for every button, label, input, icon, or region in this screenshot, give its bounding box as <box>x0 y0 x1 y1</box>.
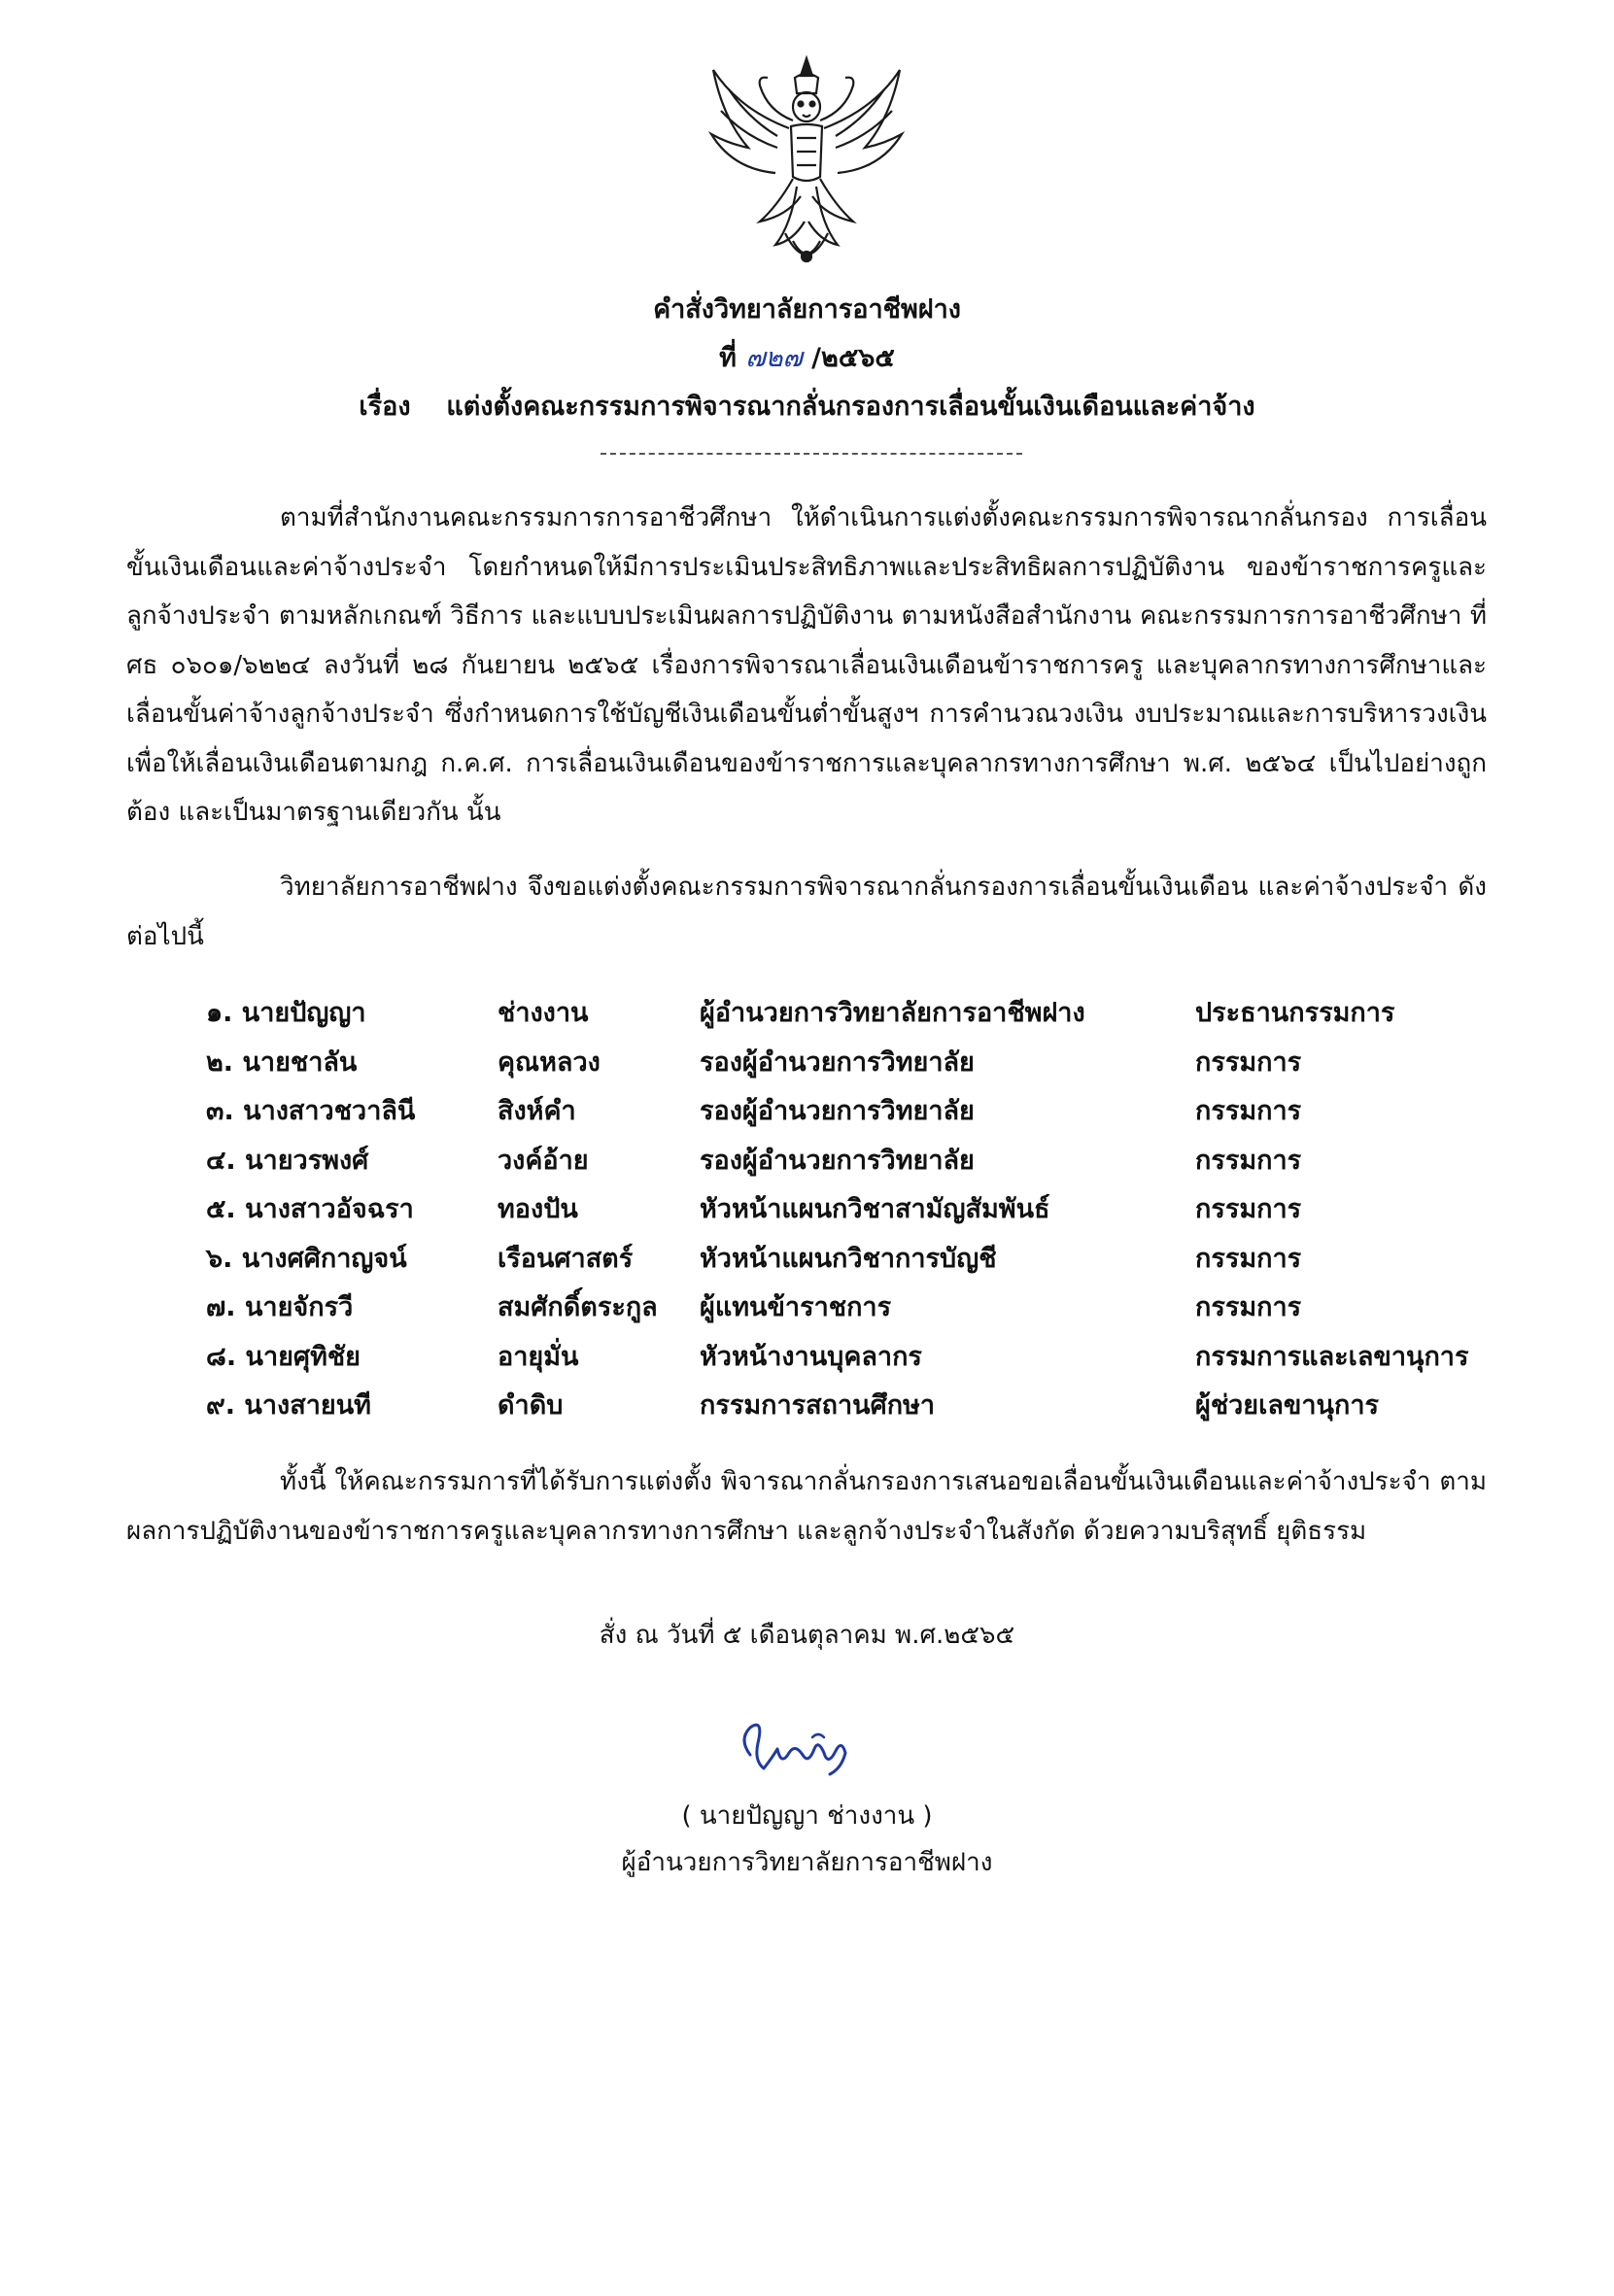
member-position: รองผู้อำนวยการวิทยาลัย <box>700 1096 975 1126</box>
order-number-handwritten: ๗๒๗ <box>745 343 803 373</box>
handwritten-signature <box>729 1710 865 1788</box>
member-surname: สิงห์คำ <box>498 1096 576 1126</box>
garuda-emblem-icon <box>700 51 913 279</box>
body-paragraph-3: ทั้งนี้ ให้คณะกรรมการที่ได้รับการแต่งตั้ง พิจารณากลั่นกรองการเสนอขอเลื่อนขั้นเงินเดือนและค่าจ้างประจำ ตามผลการปฏิบัติงานของข้าราชการครูและบุคลากรทางการศึกษา และลูกจ้างประจำในสังกัด ด้วยความบริสุทธิ์ ยุติธรรม <box>126 1467 1487 1546</box>
order-subject-label: เรื่อง <box>359 392 411 422</box>
member-role: กรรมการ <box>1195 1194 1302 1224</box>
member-surname: วงค์อ้าย <box>498 1145 589 1176</box>
member-row <box>206 989 1489 1039</box>
member-role: กรรมการ <box>1195 1292 1302 1322</box>
member-surname: อายุมั่น <box>498 1341 579 1372</box>
member-name: ๓. นางสาวชวาลินี <box>206 1096 416 1126</box>
member-surname: สมศักดิ์ตระกูล <box>498 1292 658 1322</box>
member-row <box>206 1235 1489 1285</box>
member-name: ๗. นายจักรวี <box>206 1292 354 1322</box>
member-name: ๖. นางศศิกาญจน์ <box>206 1243 407 1274</box>
member-row <box>206 1333 1489 1383</box>
member-name: ๙. นางสายนที <box>206 1390 371 1421</box>
member-role: กรรมการ <box>1195 1096 1302 1126</box>
signer-title: ผู้อำนวยการวิทยาลัยการอาชีพฝาง <box>621 1848 993 1877</box>
member-name: ๕. นางสาวอัจฉรา <box>206 1194 414 1224</box>
member-surname: เรือนศาสตร์ <box>498 1243 634 1274</box>
order-subject <box>0 385 1614 427</box>
member-surname: ดำดิบ <box>498 1390 564 1421</box>
order-number-year: /๒๕๖๕ <box>811 343 895 373</box>
member-row <box>206 1087 1489 1137</box>
member-position: หัวหน้างานบุคลากร <box>700 1341 922 1372</box>
body-paragraph-2: วิทยาลัยการอาชีพฝาง จึงขอแต่งตั้งคณะกรรมการพิจารณากลั่นกรองการเลื่อนขั้นเงินเดือน และค่าจ้างประจำ ดังต่อไปนี้ <box>126 873 1487 951</box>
signer-name: ( นายปัญญา ช่างงาน ) <box>681 1801 933 1831</box>
member-role: กรรมการ <box>1195 1046 1302 1078</box>
order-title: คำสั่งวิทยาลัยการอาชีพฝาง <box>653 294 961 325</box>
member-position: หัวหน้าแผนกวิชาสามัญสัมพันธ์ <box>700 1194 1050 1224</box>
order-date: สั่ง ณ วันที่ ๕ เดือนตุลาคม พ.ศ.๒๕๖๕ <box>599 1621 1015 1650</box>
member-row <box>206 1284 1489 1333</box>
committee-member-list <box>206 989 1489 1431</box>
member-role: ผู้ช่วยเลขานุการ <box>1195 1390 1379 1421</box>
member-position: ผู้แทนข้าราชการ <box>700 1292 892 1322</box>
member-name: ๒. นายชาลัน <box>206 1046 358 1078</box>
member-name: ๘. นายศุทิชัย <box>206 1341 361 1372</box>
member-position: รองผู้อำนวยการวิทยาลัย <box>700 1046 975 1078</box>
member-role: กรรมการ <box>1195 1145 1302 1176</box>
member-role: ประธานกรรมการ <box>1195 998 1395 1028</box>
member-position: ผู้อำนวยการวิทยาลัยการอาชีพฝาง <box>700 998 1085 1028</box>
member-row <box>206 1039 1489 1088</box>
member-name: ๔. นายวรพงศ์ <box>206 1145 369 1176</box>
member-name: ๑. นายปัญญา <box>206 998 366 1028</box>
body-paragraph-1: ตามที่สำนักงานคณะกรรมการการอาชีวศึกษา ให้ดำเนินการแต่งตั้งคณะกรรมการพิจารณากลั่นกรอง การเลื่อนขั้นเงินเดือนและค่าจ้างประจำ โดยกำหนดให้มีการประเมินประสิทธิภาพและประสิทธิผลการปฏิบัติงาน ของข้าราชการครูและลูกจ้างประจำ ตามหลักเกณฑ์ วิธีการ และแบบประเมินผลการปฏิบัติงาน ตามหนังสือสำนักงาน คณะกรรมการการอาชีวศึกษา ที่ ศธ ๐๖๐๑/๖๒๒๔ ลงวันที่ ๒๘ กันยายน ๒๕๖๕ เรื่องการพิจารณาเลื่อนเงินเดือนข้าราชการครู และบุคลากรทางการศึกษาและเลื่อนขั้นค่าจ้างลูกจ้างประจำ ซึ่งกำหนดการใช้บัญชีเงินเดือนขั้นต่ำขั้นสูงฯ การคำนวณวงเงิน งบประมาณและการบริหารวงเงิน เพื่อให้เลื่อนเงินเดือนตามกฎ ก.ค.ศ. การเลื่อนเงินเดือนของข้าราชการและบุคลากรทางการศึกษา พ.ศ. ๒๕๖๔ เป็นไปอย่างถูกต้อง และเป็นมาตรฐานเดียวกัน นั้น <box>126 503 1487 827</box>
member-surname: ทองปัน <box>498 1194 578 1224</box>
member-row <box>206 1382 1489 1431</box>
title-divider <box>601 453 1022 455</box>
member-surname: ช่างงาน <box>498 998 589 1028</box>
order-number-prefix: ที่ <box>719 343 737 373</box>
member-surname: คุณหลวง <box>498 1046 601 1078</box>
member-role: กรรมการ <box>1195 1243 1302 1274</box>
member-position: กรรมการสถานศึกษา <box>700 1390 936 1421</box>
member-position: หัวหน้าแผนกวิชาการบัญชี <box>700 1243 997 1274</box>
member-row <box>206 1185 1489 1235</box>
member-row <box>206 1137 1489 1186</box>
order-number <box>0 336 1614 378</box>
member-position: รองผู้อำนวยการวิทยาลัย <box>700 1145 975 1176</box>
order-subject-text: แต่งตั้งคณะกรรมการพิจารณากลั่นกรองการเลื่อนขั้นเงินเดือนและค่าจ้าง <box>446 392 1255 422</box>
member-role: กรรมการและเลขานุการ <box>1195 1341 1469 1372</box>
